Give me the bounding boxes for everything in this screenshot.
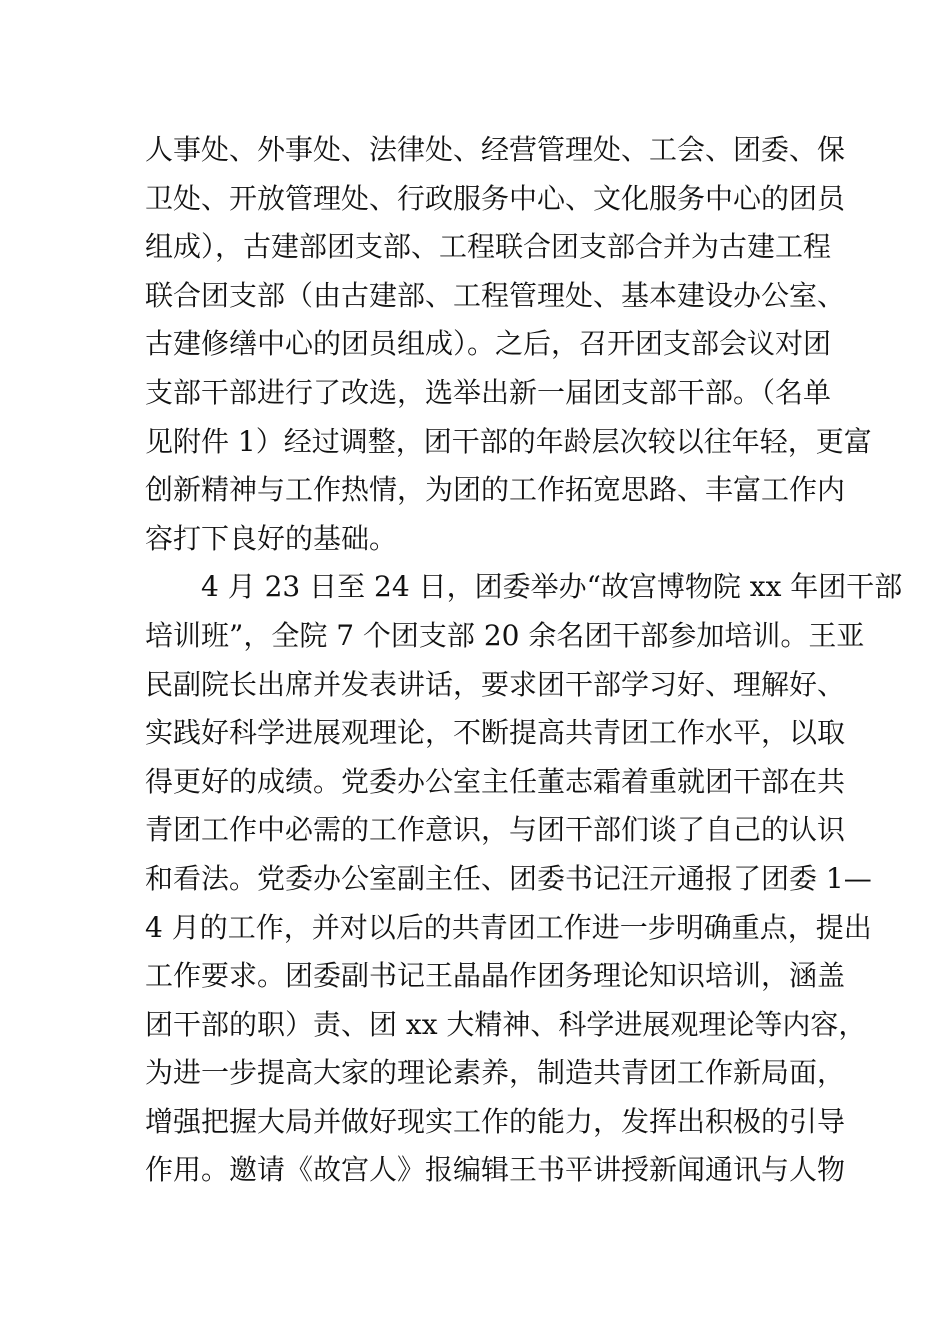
paragraph-line: 团干部的职）责、团 xx 大精神、科学进展观理论等内容， <box>145 1007 867 1041</box>
paragraph-line: 作用。邀请《故宫人》报编辑王书平讲授新闻通讯与人物 <box>145 1153 846 1187</box>
paragraph-line: 支部干部进行了改选，选举出新一届团支部干部。（名单 <box>145 375 832 409</box>
paragraph-line: 4 月的工作，并对以后的共青团工作进一步明确重点，提出 <box>145 910 872 944</box>
paragraph-1 <box>145 126 872 563</box>
paragraph-line: 创新精神与工作热情，为团的工作拓宽思路、丰富工作内 <box>145 473 846 507</box>
paragraph-line: 为进一步提高大家的理论素养，制造共青团工作新局面， <box>145 1056 846 1090</box>
paragraph-line: 民副院长出席并发表讲话，要求团干部学习好、理解好、 <box>145 667 846 701</box>
paragraph-line: 青团工作中必需的工作意识，与团干部们谈了自己的认识 <box>145 813 846 847</box>
paragraph-line: 增强把握大局并做好现实工作的能力，发挥出积极的引导 <box>145 1104 846 1138</box>
paragraph-line: 人事处、外事处、法律处、经营管理处、工会、团委、保 <box>145 133 846 166</box>
paragraph-line: 工作要求。团委副书记王晶晶作团务理论知识培训，涵盖 <box>145 959 846 993</box>
document-body <box>145 126 903 1195</box>
paragraph-line: 古建修缮中心的团员组成）。之后，召开团支部会议对团 <box>145 327 832 361</box>
paragraph-line: 组成），古建部团支部、工程联合团支部合并为古建工程 <box>145 230 832 264</box>
paragraph-line: 联合团支部（由古建部、工程管理处、基本建设办公室、 <box>145 278 846 312</box>
paragraph-line: 培训班”，全院 7 个团支部 20 余名团干部参加培训。王亚 <box>145 618 865 652</box>
paragraph-line: 得更好的成绩。党委办公室主任董志霜着重就团干部在共 <box>145 764 846 798</box>
paragraph-2 <box>145 563 903 1195</box>
paragraph-line: 见附件 1）经过调整，团干部的年龄层次较以往年轻，更富 <box>145 424 872 458</box>
paragraph-line: 实践好科学进展观理论，不断提高共青团工作水平，以取 <box>145 716 846 750</box>
paragraph-line: 卫处、开放管理处、行政服务中心、文化服务中心的团员 <box>145 181 846 215</box>
paragraph-line: 和看法。党委办公室副主任、团委书记汪亓通报了团委 1— <box>145 861 872 895</box>
paragraph-line: 4 月 23 日至 24 日，团委举办“故宫博物院 xx 年团干部 <box>201 570 903 604</box>
paragraph-line: 容打下良好的基础。 <box>145 521 398 555</box>
